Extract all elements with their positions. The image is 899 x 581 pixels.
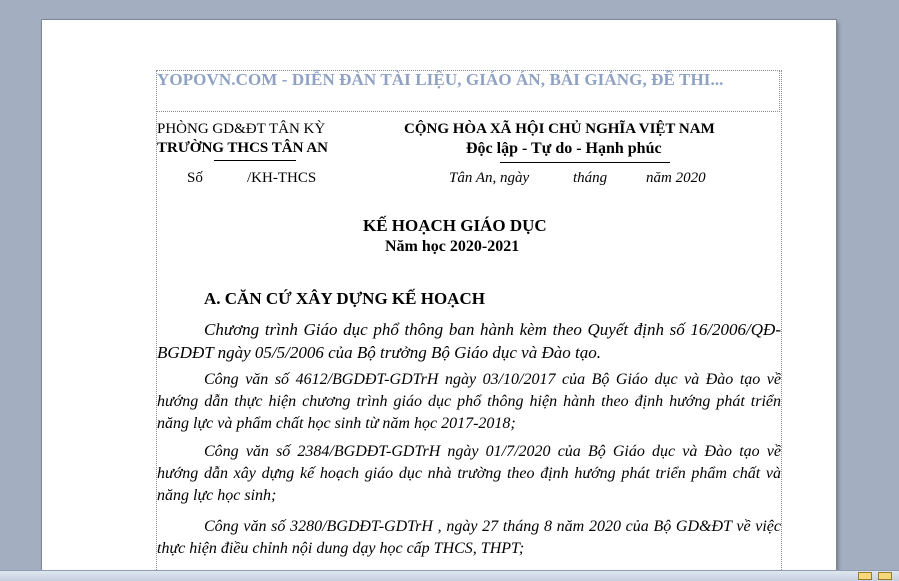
document-title: KẾ HOẠCH GIÁO DỤC	[363, 216, 547, 235]
doc-code: /KH-THCS	[247, 170, 317, 186]
national-title: CỘNG HÒA XÃ HỘI CHỦ NGHĨA VIỆT NAM	[404, 121, 715, 137]
section-a-heading: A. CĂN CỨ XÂY DỰNG KẾ HOẠCH	[204, 289, 485, 308]
place-date: Tân An, ngày	[449, 170, 530, 186]
header-watermark: YOPOVN.COM - DIỄN ĐÀN TÀI LIỆU, GIÁO ÁN, BÀI GIẢNG, ĐỀ THI...	[157, 70, 724, 89]
school-name: TRƯỜNG THCS TÂN AN	[157, 140, 329, 156]
date-month: tháng	[573, 170, 608, 186]
paragraph-1: Chương trình Giáo dục phổ thông ban hành kèm theo Quyết định số 16/2006/QĐ-BGDĐT ngày 05/5/2006 của Bộ trưởng Bộ Giáo dục và Đào tạo.	[157, 320, 781, 362]
department-name: PHÒNG GD&ĐT TÂN KỲ	[157, 121, 326, 137]
paragraph-3: Công văn số 2384/BGDĐT-GDTrH ngày 01/7/2020 của Bộ Giáo dục và Đào tạo về hướng dẫn xây dựng kế hoạch giáo dục nhà trường theo định hướng phát triển phẩm chất và năng lực học sinh;	[157, 443, 781, 504]
status-bar	[0, 570, 899, 581]
document-subtitle: Năm học 2020-2021	[385, 238, 520, 255]
view-mode-icon[interactable]	[858, 572, 872, 580]
paragraph-4: Công văn số 3280/BGDĐT-GDTrH , ngày 27 tháng 8 năm 2020 của Bộ GD&ĐT về việc thực hiện điều chỉnh nội dung dạy học cấp THCS, THPT;	[157, 518, 781, 557]
school-underline	[214, 160, 296, 161]
motto-underline	[500, 162, 670, 163]
date-year: năm 2020	[646, 170, 706, 186]
reading-layout-icon[interactable]	[878, 572, 892, 580]
paragraph-2: Công văn số 4612/BGDĐT-GDTrH ngày 03/10/2017 của Bộ Giáo dục và Đào tạo về hướng dẫn thực hiện chương trình giáo dục phổ thông hiện hành theo định hướng phát triển năng lực và phẩm chất học sinh từ năm học 2017-2018;	[157, 371, 781, 432]
national-motto: Độc lập - Tự do - Hạnh phúc	[466, 140, 662, 157]
doc-number-label: Số	[187, 170, 203, 186]
